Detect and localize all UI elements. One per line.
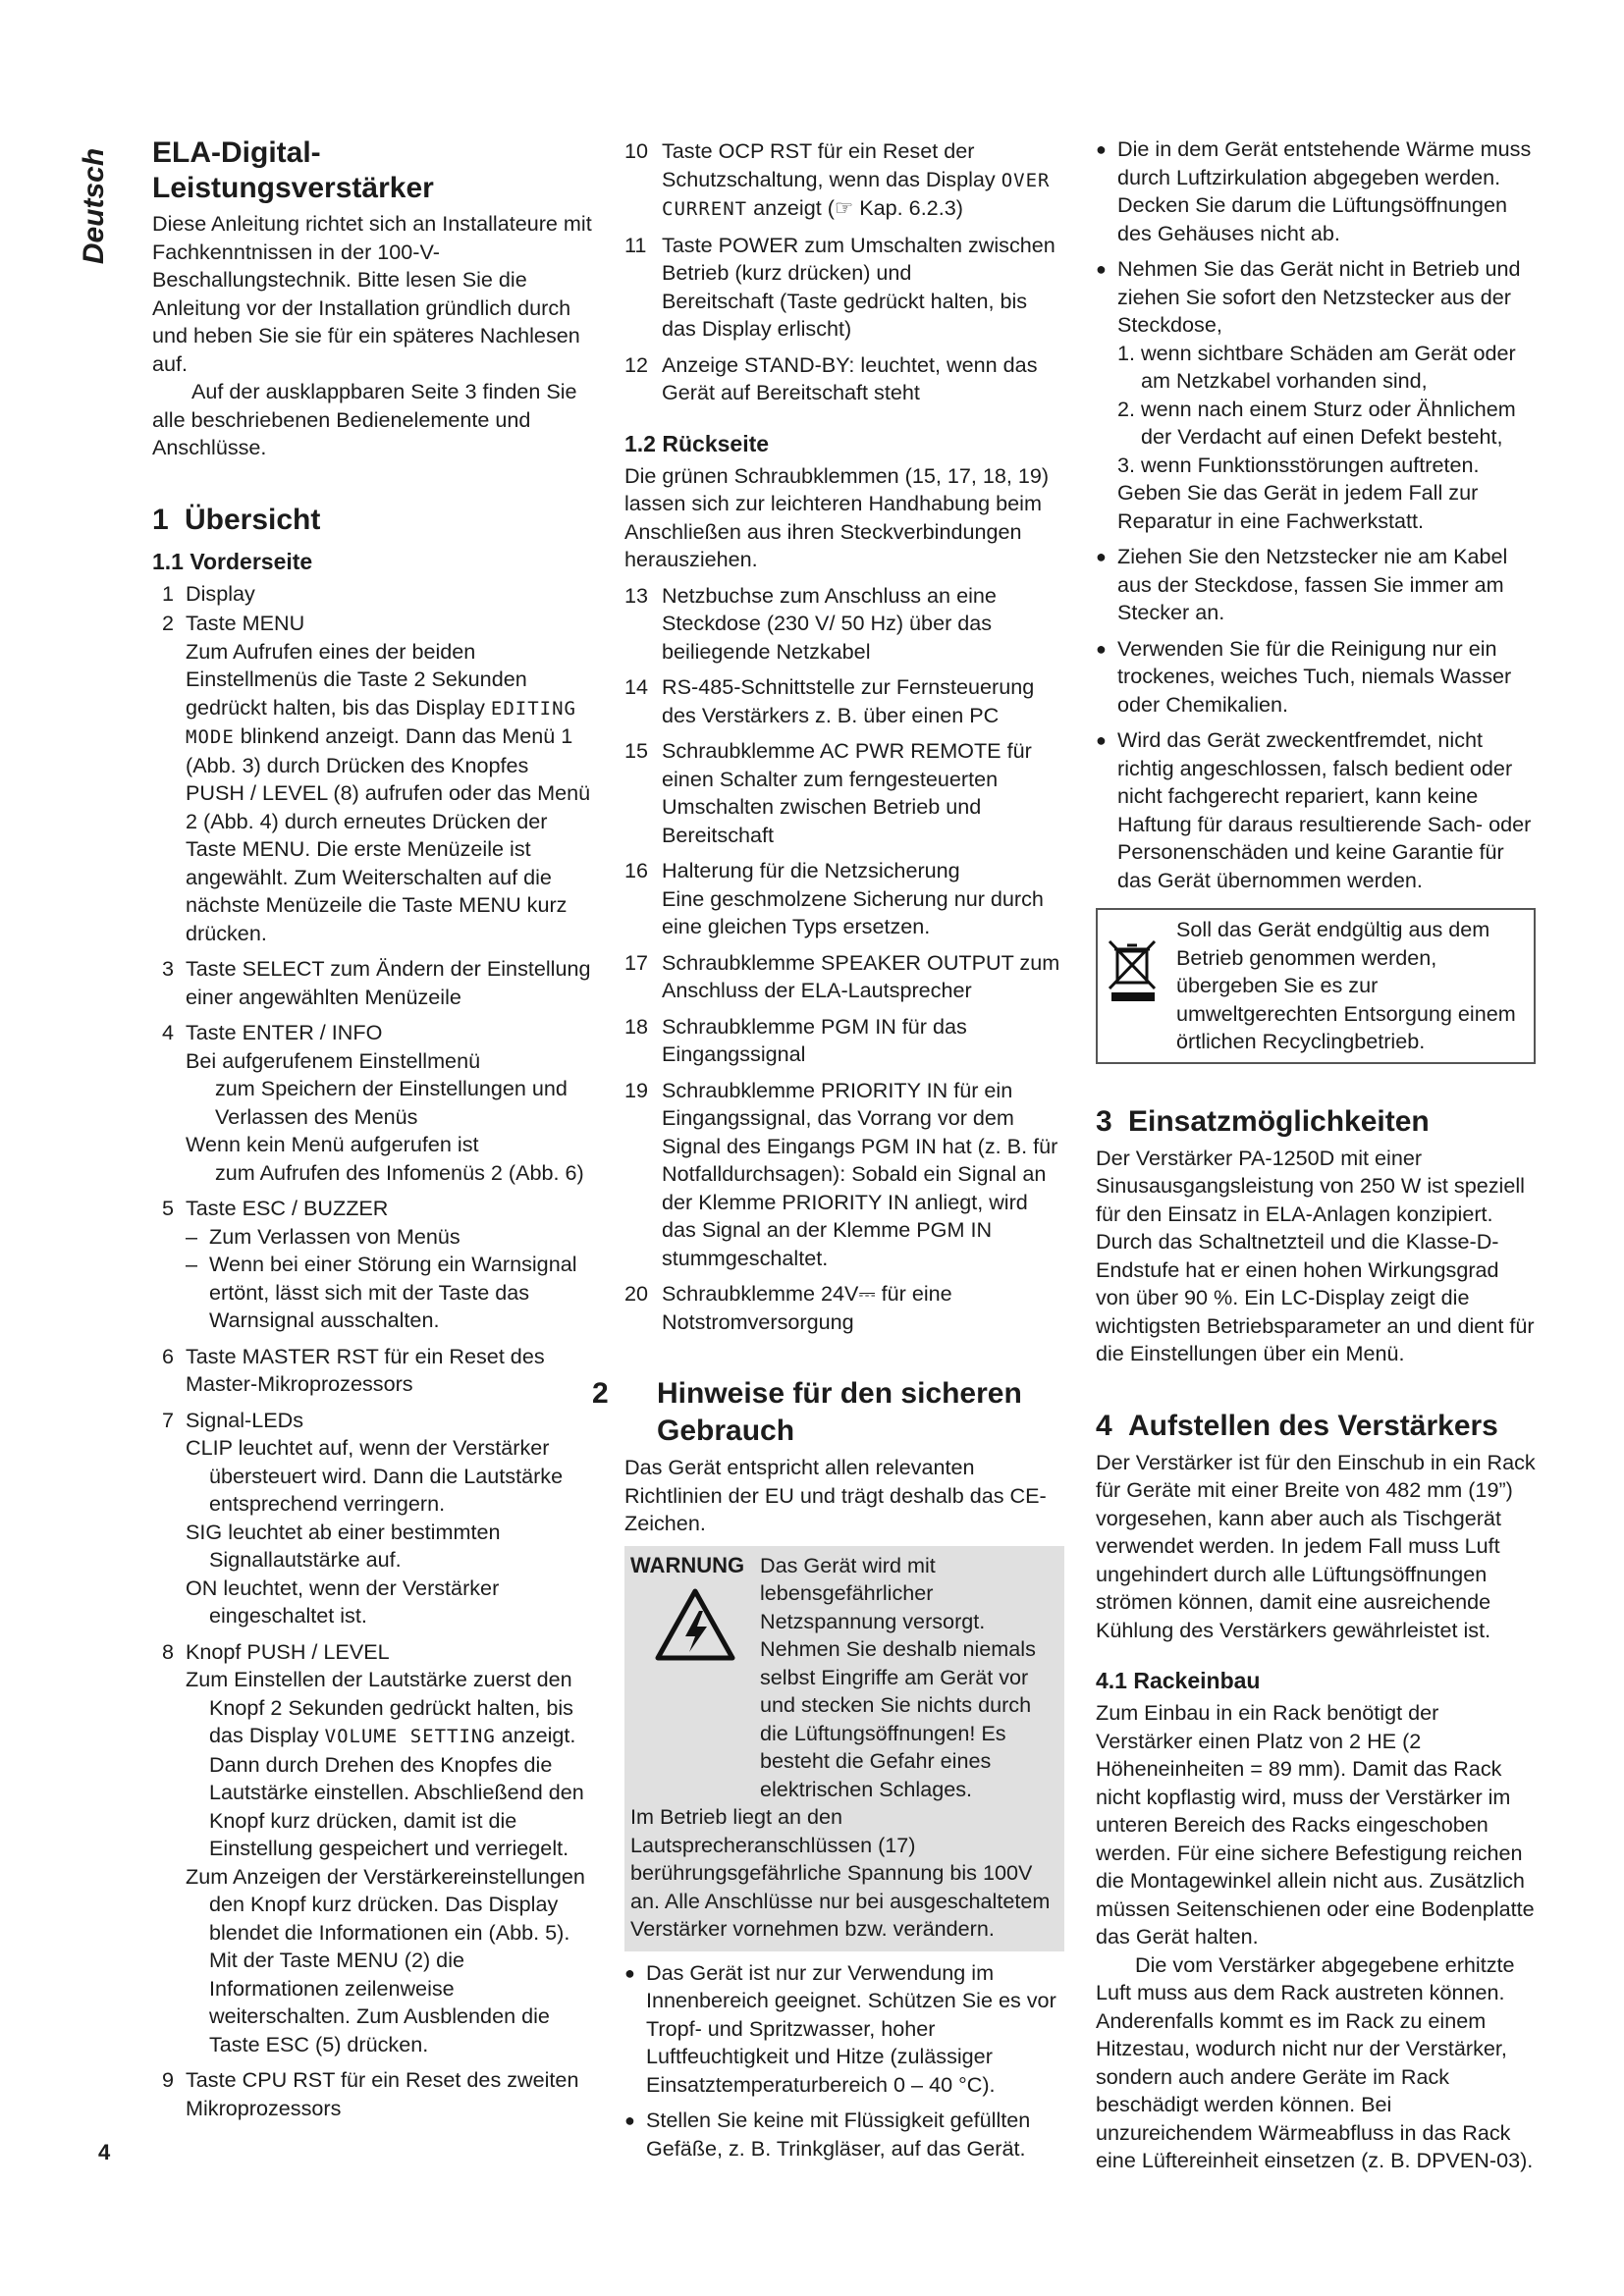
section-4-1-heading: 4.1 Rackeinbau bbox=[1096, 1668, 1261, 1693]
list-item: 10 Taste OCP RST für ein Reset der Schutzschaltung, wenn das Display OVER CURRENT anzeigt (☞ Kap. 6.2.3) bbox=[624, 138, 1051, 220]
list-item: 18 Schraubklemme PGM IN für das Eingangssignal bbox=[624, 1013, 967, 1066]
list-item: 9 Taste CPU RST für ein Reset des zweiten Mikroprozessors bbox=[161, 2067, 579, 2120]
document-title: ELA-Digital-Leistungsverstärker bbox=[152, 136, 434, 204]
section-2-heading: 2 Hinweise für den sicheren Gebrauch bbox=[592, 1377, 1022, 1447]
list-item: 16 Halterung für die Netzsicherung Eine geschmolzene Sicherung nur durch eine gleichen Typs ersetzen. bbox=[624, 858, 1044, 938]
bullet-item: ● Das Gerät ist nur zur Verwendung im Innenbereich geeignet. Schützen Sie es vor Tropf- und Spritzwasser, hoher Luftfeuchtigkeit und Hitze (zulässiger Einsatztemperaturbereich 0 – 40 °C). bbox=[624, 1959, 1056, 2097]
list-item: 12 Anzeige STAND-BY: leuchtet, wenn das Gerät auf Bereitschaft steht bbox=[624, 351, 1038, 404]
list-item: 1 Display bbox=[161, 580, 255, 606]
section-1-heading: 1 Übersicht bbox=[152, 503, 321, 536]
list-item: 19 Schraubklemme PRIORITY IN für ein Eingangssignal, das Vorrang vor dem Signal des Eingangs PGM IN hat (z. B. für Notfalldurchsagen): Sobald ein Signal an der Klemme PRIORITY IN anliegt, wird das Signal an der Klemme PGM IN stummgeschaltet. bbox=[624, 1077, 1058, 1270]
column-3 bbox=[1096, 135, 1536, 2175]
list-item: 7 Signal-LEDs CLIP leuchtet auf, wenn der Verstärker übersteuert wird. Dann die Lautstärke entsprechend verringern. SIG leuchtet ab einer bestimmten Signallautstärke auf. ON leuchtet, wenn der Verstärker eingeschaltet ist. bbox=[161, 1407, 564, 1628]
list-item: 20 Schraubklemme 24V⎓ für eine Notstromversorgung bbox=[624, 1281, 952, 1334]
language-tab bbox=[73, 147, 116, 265]
bullet-item: ● Die in dem Gerät entstehende Wärme muss durch Luftzirkulation abgegeben werden. Decken Sie darum die Lüftungsöffnungen des Gehäuses nicht ab. bbox=[1096, 136, 1532, 245]
column-1 bbox=[152, 135, 592, 2122]
warning-text: Das Gerät wird mit lebensgefährlicher Netzspannung versorgt. Nehmen Sie deshalb niemals selbst Eingriffe am Gerät vor und stecken Sie nichts durch die Lüftungsöffnungen! Es besteht die Gefahr eines elektrischen Schlages. bbox=[760, 1552, 1036, 1801]
rear-panel-intro: Die grünen Schraubklemmen (15, 17, 18, 19) lassen sich zur leichteren Handhabung beim Anschließen aus ihren Steckverbindungen herausziehen. bbox=[624, 462, 1050, 571]
list-item: 15 Schraubklemme AC PWR REMOTE für einen Schalter zum ferngesteuerten Umschalten zwischen Betrieb und Bereitschaft bbox=[624, 738, 1032, 847]
section-4-1-text: Zum Einbau in ein Rack benötigt der Verstärker einen Platz von 2 HE (2 Höheneinheiten = 89 mm). Damit das Rack nicht kopflastig wird, muss der Verstärker im unteren Bereich des Racks eingeschoben werden. Für eine sichere Befestigung reichen die Montagewinkel allein nicht aus. Zusätzlich müssen Seitenschienen oder eine Bodenplatte das Gerät halten. bbox=[1096, 1700, 1535, 1949]
section-3-text: Der Verstärker PA-1250D mit einer Sinusausgangsleistung von 250 W ist speziell für den Einsatz in ELA-Anlagen konzipiert. Durch das Schaltnetzteil und die Klasse-D-Endstufe hat er einen hohen Wirkungsgrad von über 90 %. Ein LC-Display zeigt die wichtigsten Betriebsparameter an und dient für die Einstellungen über ein Menü. bbox=[1096, 1145, 1535, 1365]
list-item: 17 Schraubklemme SPEAKER OUTPUT zum Anschluss der ELA-Lautsprecher bbox=[624, 949, 1060, 1002]
list-item: 8 Knopf PUSH / LEVEL Zum Einstellen der Lautstärke zuerst den Knopf 2 Sekunden gedrückt halten, bis das Display VOLUME SETTING anzeigt. Dann durch Drehen des Knopfes die Lautstärke einstellen. Abschließend den Knopf kurz drücken, damit ist die Einstellung gespeichert und verriegelt. Zum Anzeigen der Verstärkereinstellungen den Knopf kurz drücken. Das Display blendet die Informationen ein (Abb. 5). Mit der Taste MENU (2) die Informationen zeilenweise weiterschalten. Zum Ausblenden die Taste ESC (5) drücken. bbox=[161, 1638, 585, 2056]
warning-text-2: Im Betrieb liegt an den Lautsprecheranschlüssen (17) berührungsgefährliche Spannung bis 100V an. Alle Anschlüsse nur bei ausgeschaltetem Verstärker vornehmen bzw. verändern. bbox=[630, 1804, 1051, 1941]
list-item: 11 Taste POWER zum Umschalten zwischen Betrieb (kurz drücken) und Bereitschaft (Taste gedrückt halten, bis das Display erlischt) bbox=[624, 232, 1056, 341]
language-label: Deutsch bbox=[78, 147, 111, 265]
high-voltage-icon bbox=[654, 1587, 736, 1662]
list-item: 3 Taste SELECT zum Ändern der Einstellung einer angewählten Menüzeile bbox=[161, 956, 591, 1009]
intro-paragraph-2: Auf der ausklappbaren Seite 3 finden Sie alle beschriebenen Bedienelemente und Anschlüsse. bbox=[152, 379, 577, 459]
list-item: 4 Taste ENTER / INFO Bei aufgerufenem Einstellmenü zum Speichern der Einstellungen und Verlassen des Menüs Wenn kein Menü aufgerufen ist zum Aufrufen des Infomenüs 2 (Abb. 6) bbox=[161, 1020, 584, 1185]
safety-intro: Das Gerät entspricht allen relevanten Richtlinien der EU und trägt deshalb das CE-Zeichen. bbox=[624, 1455, 1047, 1535]
section-4-heading: 4 Aufstellen des Verstärkers bbox=[1096, 1409, 1498, 1442]
list-item: 14 RS-485-Schnittstelle zur Fernsteuerung des Verstärkers z. B. über einen PC bbox=[624, 674, 1035, 727]
section-1-2-heading: 1.2 Rückseite bbox=[624, 430, 770, 456]
column-2 bbox=[592, 135, 1064, 2163]
bullet-item: ● Wird das Gerät zweckentfremdet, nicht richtig angeschlossen, falsch bedient oder nicht fachgerecht repariert, kann keine Haftung für daraus resultierende Sach- oder Personenschäden und keine Garantie für das Gerät übernommen werden. bbox=[1096, 727, 1532, 892]
section-4-text: Der Verstärker ist für den Einschub in ein Rack für Geräte mit einer Breite von 482 mm (19”) vorgesehen, kann aber auch als Tischgerät verwendet werden. In jedem Fall muss Luft ungehindert durch alle Lüftungsöffnungen strömen können, damit eine ausreichende Kühlung des Verstärkers gewährleistet ist. bbox=[1096, 1449, 1536, 1642]
bullet-item: ● Stellen Sie keine mit Flüssigkeit gefüllten Gefäße, z. B. Trinkgläser, auf das Gerät. bbox=[624, 2108, 1031, 2161]
list-item: 13 Netzbuchse zum Anschluss an eine Steckdose (230 V/ 50 Hz) über das beiliegende Netzkabel bbox=[624, 582, 997, 664]
bullet-item: ● Verwenden Sie für die Reinigung nur ein trockenes, weiches Tuch, niemals Wasser oder Chemikalien. bbox=[1096, 635, 1512, 717]
section-4-1-text-2: Die vom Verstärker abgegebene erhitzte Luft muss aus dem Rack austreten können. Anderenfalls kommt es im Rack zu einem Hitzestau, wodurch nicht nur der Verstärker, sondern auch andere Geräte im Rack beschädigt werden können. Bei unzureichendem Wärmeabfluss in das Rack eine Lüftereinheit einsetzen (z. B. DPVEN-03). bbox=[1096, 1951, 1534, 2172]
section-1-1-heading: 1.1 Vorderseite bbox=[152, 548, 313, 574]
crossed-bin-icon bbox=[1106, 935, 1161, 1004]
disposal-box bbox=[1096, 908, 1536, 1064]
bullet-item: ● Nehmen Sie das Gerät nicht in Betrieb und ziehen Sie sofort den Netzstecker aus der Steckdose, 1. wenn sichtbare Schäden am Gerät oder am Netzkabel vorhanden sind, 2. wenn nach einem Sturz oder Ähnlichem der Verdacht auf einen Defekt besteht, 3. wenn Funktionsstörungen auftreten. Geben Sie das Gerät in jedem Fall zur Reparatur in eine Fachwerkstatt. bbox=[1096, 256, 1521, 533]
list-item: 2 Taste MENU Zum Aufrufen eines der beiden Einstellmenüs die Taste 2 Sekunden gedrückt halten, bis das Display EDITING MODE blinkend anzeigt. Dann das Menü 1 (Abb. 3) durch Drücken des Knopfes PUSH / LEVEL (8) aufrufen oder das Menü 2 (Abb. 4) durch erneutes Drücken der Taste MENU. Die erste Menüzeile ist angewählt. Zum Weiterschalten auf die nächste Menüzeile die Taste MENU kurz drücken. bbox=[161, 611, 591, 945]
list-item: 6 Taste MASTER RST für ein Reset des Master-Mikroprozessors bbox=[161, 1343, 545, 1396]
bullet-item: ● Ziehen Sie den Netzstecker nie am Kabel aus der Steckdose, fassen Sie immer am Stecker an. bbox=[1096, 544, 1508, 624]
page-number: 4 bbox=[98, 2140, 111, 2164]
disposal-text: Soll das Gerät endgültig aus dem Betrieb genommen werden, übergeben Sie es zur umweltgerechten Entsorgung einem örtlichen Recyclingbetrieb. bbox=[1176, 917, 1516, 1053]
warning-label: WARNUNG bbox=[630, 1552, 745, 1577]
intro-paragraph: Diese Anleitung richtet sich an Installateure mit Fachkenntnissen in der 100-V-Beschallungstechnik. Bitte lesen Sie die Anleitung vor der Installation gründlich durch und heben Sie sie für ein späteres Nachlesen auf. bbox=[152, 211, 592, 376]
warning-box bbox=[624, 1546, 1064, 1951]
list-item: 5 Taste ESC / BUZZER – Zum Verlassen von Menüs – Wenn bei einer Störung ein Warnsignal ertönt, lässt sich mit der Taste das Warnsignal ausschalten. bbox=[161, 1196, 577, 1332]
section-3-heading: 3 Einsatzmöglichkeiten bbox=[1096, 1104, 1430, 1138]
